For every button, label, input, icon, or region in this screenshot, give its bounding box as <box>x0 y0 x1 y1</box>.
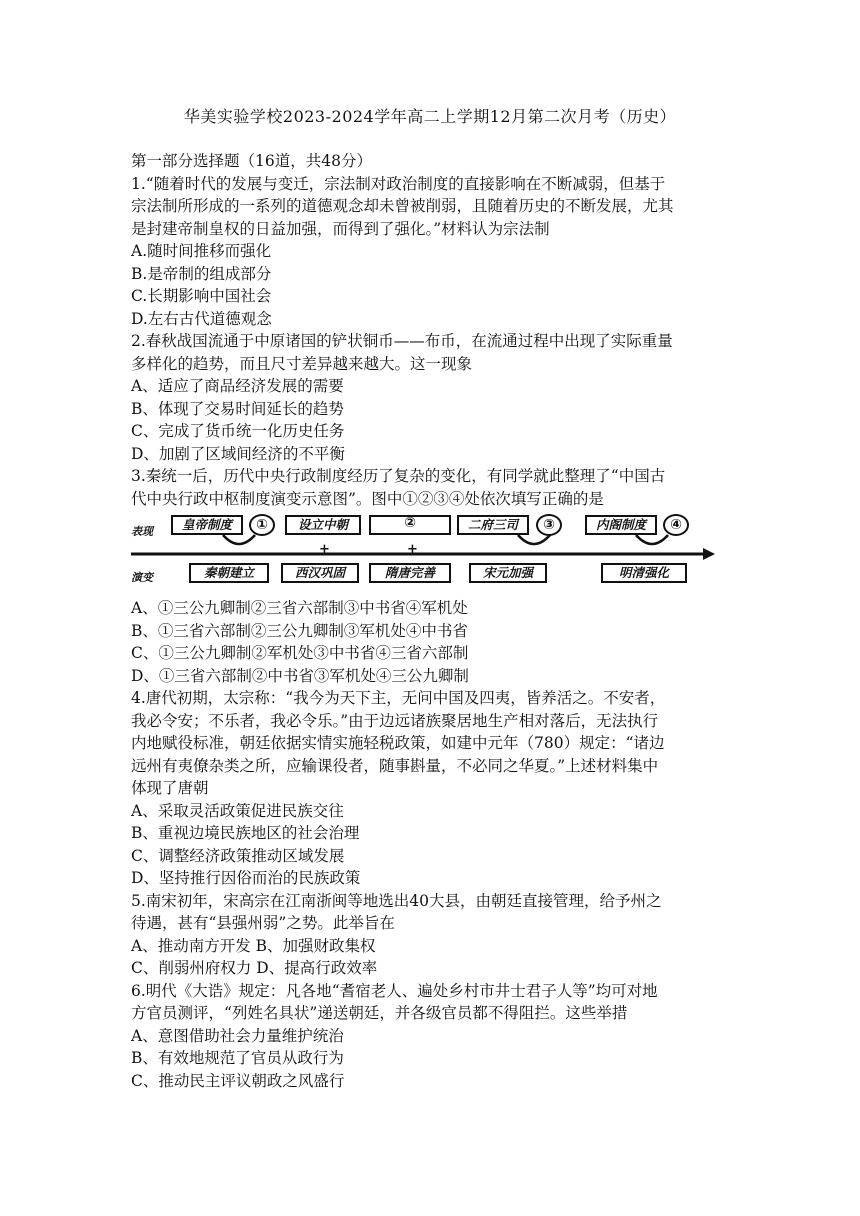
option-c: C、①三公九卿制②军机处③中书省④三省六部制 <box>131 644 469 662</box>
question-3 <box>131 465 746 687</box>
question-stem-line: 待遇，甚有“县强州弱”之势。此举旨在 <box>131 914 395 932</box>
option-b: B、有效地规范了官员从政行为 <box>131 1049 344 1067</box>
option-d: D、①三省六部制②中书省③军机处④三公九卿制 <box>131 666 469 685</box>
question-stem-line: 内地赋役标准，朝廷依据实情实施轻税政策，如建中元年（780）规定：“诸边 <box>131 734 665 752</box>
blank-circle-1: ① <box>249 514 275 536</box>
option-a: A.随时间推移而强化 <box>131 242 272 260</box>
question-stem-line: 4.唐代初期，太宗称：“我今为天下主，无问中国及四夷，皆养活之。不安者， <box>131 689 666 707</box>
plus-sign-1: + <box>319 542 330 557</box>
option-c: C、调整经济政策推动区域发展 <box>131 846 345 865</box>
option-a: A、①三公九卿制②三省六部制③中书省④军机处 <box>131 599 468 617</box>
option-b: B、体现了交易时间延长的趋势 <box>131 399 344 418</box>
option-c: C.长期影响中国社会 <box>131 287 272 305</box>
question-stem-line: 多样化的趋势，而且尺寸差异越来越大。这一现象 <box>131 354 473 373</box>
question-stem-line: 1.“随着时代的发展与变迁，宗法制对政治制度的直接影响在不断减弱，但基于 <box>131 174 666 193</box>
question-stem-line: 宗法制所形成的一系列的道德观念却未曾被削弱，且随着历史的不断发展，尤其 <box>131 197 674 215</box>
option-b: B、重视边境民族地区的社会治理 <box>131 824 360 842</box>
question-4 <box>131 687 746 890</box>
option-a: A、意图借助社会力量维护统治 <box>131 1026 344 1045</box>
exam-title: 华美实验学校2023-2024学年高二上学期12月第二次月考（历史） <box>183 107 677 126</box>
option-d: D.左右古代道德观念 <box>131 309 272 328</box>
bottom-box-3: 隋唐完善 <box>369 563 451 583</box>
connector-arc-3 <box>518 535 550 544</box>
question-stem-line: 远州有夷僚杂类之所，应输课役者，随事斟量，不必同之华夏。”上述材料集中 <box>131 756 659 775</box>
option-b: B.是帝制的组成部分 <box>131 264 272 283</box>
timeline-arrowhead <box>703 548 715 560</box>
option-b: B、①三省六部制②三公九卿制③军机处④中书省 <box>131 621 468 640</box>
top-box-1: 皇帝制度 <box>171 515 243 535</box>
question-stem-line: 2.春秋战国流通于中原诸国的铲状铜币——布币，在流通过程中出现了实际重量 <box>131 332 673 350</box>
question-stem-line: 3.秦统一后，历代中央行政制度经历了复杂的变化，有同学就此整理了“中国古 <box>131 467 666 485</box>
bottom-box-2: 西汉巩固 <box>281 563 359 583</box>
option-a: A、适应了商品经济发展的需要 <box>131 377 344 395</box>
question-stem-line: 方官员测评，“列姓名具状”递送朝廷，并各级官员都不得阻拦。这些举措 <box>131 1004 628 1022</box>
top-box-2: 设立中朝 <box>285 515 361 535</box>
option-c: C、完成了货币统一化历史任务 <box>131 422 345 440</box>
plus-sign-2: + <box>407 542 418 557</box>
question-5 <box>131 890 746 980</box>
top-box-4: 二府三司 <box>457 515 529 535</box>
option-c: C、推动民主评议朝政之风盛行 <box>131 1071 345 1090</box>
question-stem-line: 是封建帝制皇权的日益加强，而得到了强化。”材料认为宗法制 <box>131 219 550 238</box>
option-a: A、采取灵活政策促进民族交往 <box>131 801 344 820</box>
row-label-top: 表现 <box>131 525 153 538</box>
question-stem-line: 5.南宋初年，宋高宗在江南浙闽等地选出40大县，由朝廷直接管理，给予州之 <box>131 891 662 910</box>
question-stem-line: 6.明代《大诰》规定：凡各地“耆宿老人、遍处乡村市井士君子人等”均可对地 <box>131 981 658 1000</box>
connector-arc-1 <box>223 535 255 544</box>
bottom-box-1: 秦朝建立 <box>189 563 269 583</box>
question-stem-line: 体现了唐朝 <box>131 779 209 797</box>
option-d: D、加剧了区域间经济的不平衡 <box>131 444 345 463</box>
row-label-bottom: 演变 <box>131 571 153 584</box>
section-heading: 第一部分选择题（16道，共48分） <box>131 152 372 170</box>
evolution-diagram <box>131 513 731 593</box>
blank-circle-3: ③ <box>536 514 562 536</box>
option-a-b: A、推动南方开发 B、加强财政集权 <box>131 936 376 955</box>
connector-arc-4 <box>636 535 668 544</box>
exam-content <box>131 150 746 1092</box>
blank-circle-4: ④ <box>663 514 689 536</box>
question-stem-line: 代中央行政中枢制度演变示意图”。图中①②③④处依次填写正确的是 <box>131 489 604 508</box>
question-6 <box>131 980 746 1093</box>
blank-circle-2: ② <box>404 515 416 531</box>
option-c-d: C、削弱州府权力 D、提高行政效率 <box>131 959 378 977</box>
question-stem-line: 我必令安；不乐者，我必令乐。”由于边远诸族聚居地生产相对落后，无法执行 <box>131 711 659 730</box>
bottom-box-4: 宋元加强 <box>469 563 547 583</box>
option-d: D、坚持推行因俗而治的民族政策 <box>131 869 361 887</box>
question-2 <box>131 330 746 465</box>
question-1 <box>131 173 746 331</box>
bottom-box-5: 明清强化 <box>601 563 687 583</box>
top-box-5: 内阁制度 <box>585 515 657 535</box>
